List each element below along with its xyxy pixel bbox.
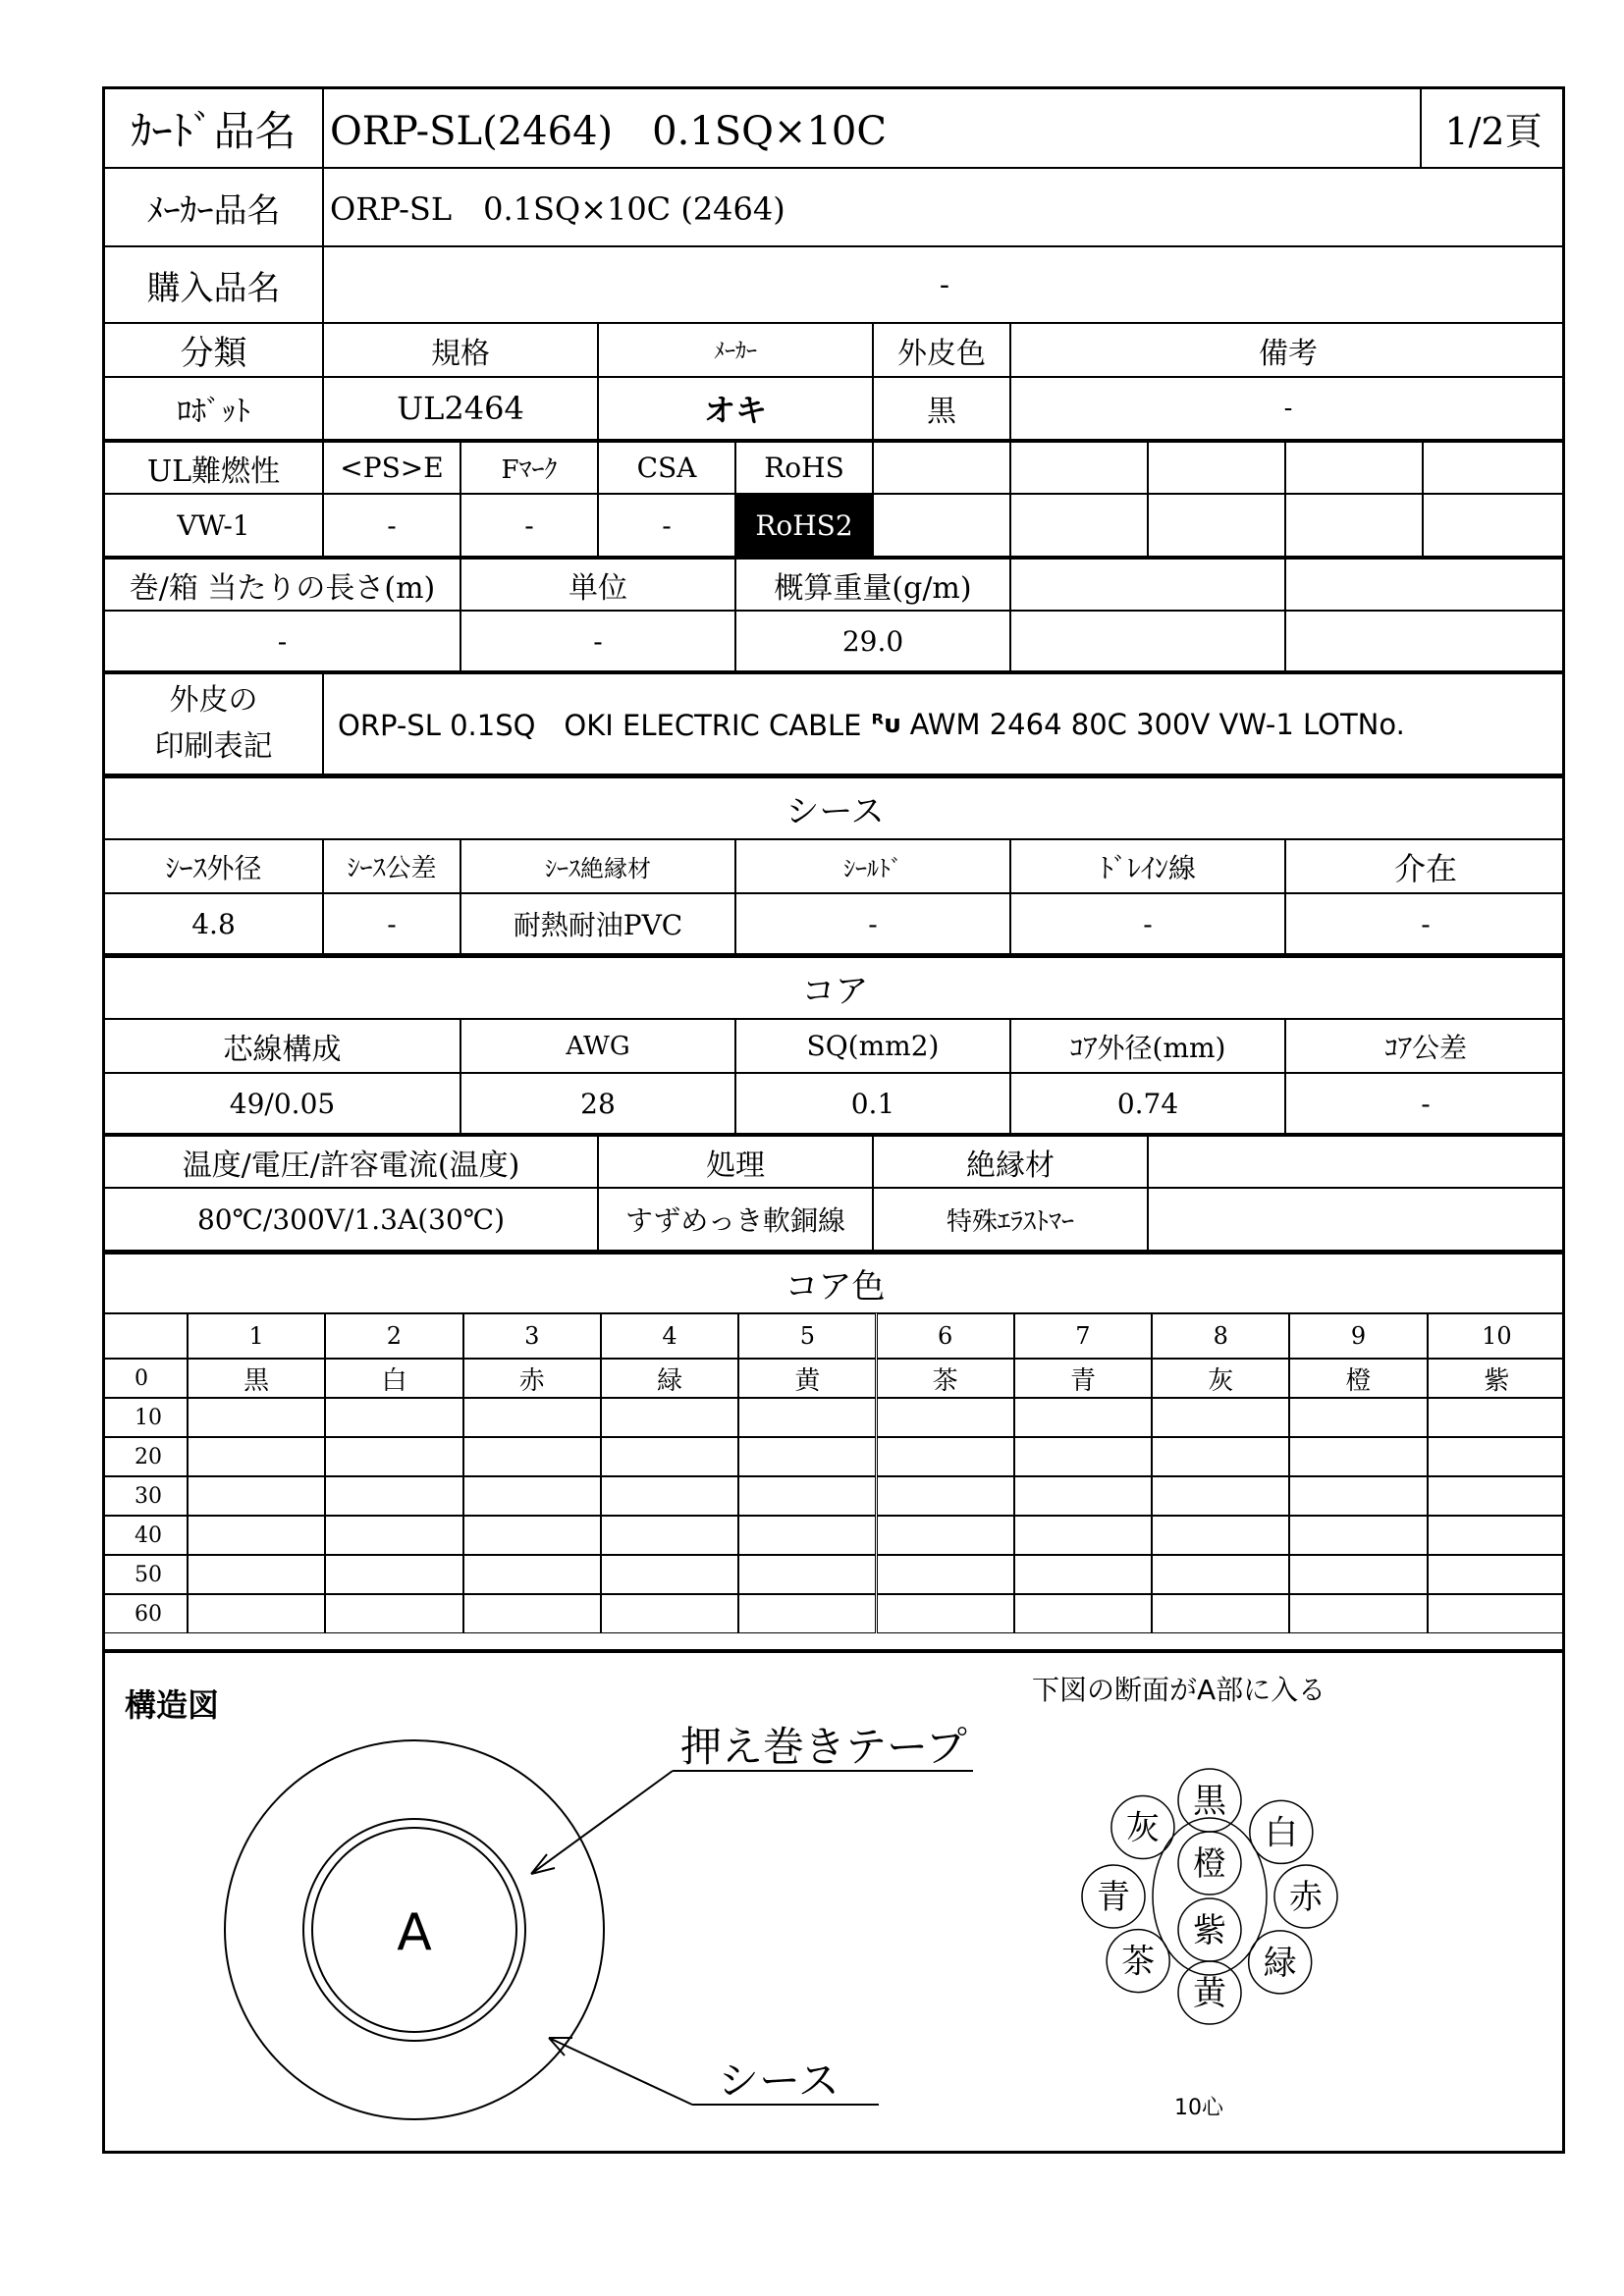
flame-value-empty <box>1285 494 1423 557</box>
flame-header-rohs: RoHS <box>735 440 873 494</box>
empty-color-cell <box>463 1476 601 1516</box>
maker-name-value: ORP-SL 0.1SQ×10C (2464) <box>323 168 1565 246</box>
flame-header-ul: UL難燃性 <box>105 440 323 494</box>
empty-color-cell <box>1428 1516 1565 1555</box>
sheath-value-tolerance: - <box>323 893 460 954</box>
maker-name-label: ﾒｰｶｰ品名 <box>105 168 323 246</box>
flame-value-csa: - <box>598 494 735 557</box>
core-value-sq: 0.1 <box>735 1073 1010 1134</box>
empty-color-cell <box>1428 1398 1565 1437</box>
color-column-header: 1 <box>188 1313 325 1359</box>
length-value-empty <box>1010 611 1285 671</box>
empty-color-cell <box>188 1594 325 1633</box>
empty-color-cell <box>1289 1476 1427 1516</box>
flame-value-ul: VW-1 <box>105 494 323 557</box>
color-row-label: 0 <box>105 1359 188 1398</box>
core-color-label: 赤 <box>1289 1878 1323 1917</box>
empty-color-cell <box>877 1398 1014 1437</box>
tape-label: 押え巻きテープ <box>680 1723 967 1771</box>
core-color-cell: 灰 <box>1152 1359 1289 1398</box>
structure-title: 構造図 <box>125 1686 220 1724</box>
empty-color-cell <box>188 1476 325 1516</box>
weight-value: 29.0 <box>735 611 1010 671</box>
core-value-awg: 28 <box>460 1073 735 1134</box>
color-row-label: 10 <box>105 1398 188 1437</box>
flame-value-pse: - <box>323 494 460 557</box>
empty-color-cell <box>1428 1594 1565 1633</box>
tape-leader-line <box>531 1771 673 1874</box>
empty-color-cell <box>188 1398 325 1437</box>
color-row-label: 50 <box>105 1555 188 1594</box>
core-color-cell: 赤 <box>463 1359 601 1398</box>
sheath-section-title: シース <box>105 774 1565 839</box>
empty-color-cell <box>601 1555 738 1594</box>
class-value-remarks: - <box>1010 377 1565 440</box>
color-row-label: 20 <box>105 1437 188 1476</box>
class-value-category: ﾛﾎﾞｯﾄ <box>105 377 323 440</box>
print-text-after: AWM 2464 80C 300V VW-1 LOTNo. <box>909 707 1405 741</box>
core-value-od: 0.74 <box>1010 1073 1285 1134</box>
empty-color-cell <box>1289 1398 1427 1437</box>
color-row-label: 30 <box>105 1476 188 1516</box>
page-number: 1/2頁 <box>1421 89 1565 168</box>
sheath-header-od: ｼｰｽ外径 <box>105 839 323 893</box>
core-color-section-title: コア色 <box>105 1251 1565 1313</box>
color-column-header: 7 <box>1014 1313 1152 1359</box>
empty-color-cell <box>1152 1398 1289 1437</box>
empty-color-cell <box>877 1437 1014 1476</box>
empty-color-cell <box>601 1476 738 1516</box>
empty-color-cell <box>1014 1516 1152 1555</box>
class-header-category: 分類 <box>105 323 323 377</box>
core-color-label: 茶 <box>1121 1942 1156 1982</box>
temp-value: 80℃/300V/1.3A(30℃) <box>105 1188 598 1251</box>
length-header-empty <box>1010 557 1285 611</box>
flame-header-csa: CSA <box>598 440 735 494</box>
core-color-label: 青 <box>1097 1878 1130 1917</box>
empty-color-cell <box>601 1437 738 1476</box>
empty-color-cell <box>738 1398 876 1437</box>
core-color-cell: 橙 <box>1289 1359 1427 1398</box>
card-name-value: ORP-SL(2464) 0.1SQ×10C <box>323 89 1421 168</box>
temp-value-empty <box>1148 1188 1565 1251</box>
treatment-header: 処理 <box>598 1134 873 1188</box>
sheath-value-shield: - <box>735 893 1010 954</box>
core-color-label: 白 <box>1264 1813 1298 1853</box>
empty-color-cell <box>738 1437 876 1476</box>
class-header-remarks: 備考 <box>1010 323 1565 377</box>
structure-note: 下図の断面がA部に入る <box>1032 1674 1326 1706</box>
empty-color-cell <box>1289 1437 1427 1476</box>
empty-color-cell <box>1014 1398 1152 1437</box>
core-header-awg: AWG <box>460 1019 735 1073</box>
empty-color-cell <box>188 1555 325 1594</box>
empty-color-cell <box>877 1476 1014 1516</box>
temp-header-empty <box>1148 1134 1565 1188</box>
empty-color-cell <box>738 1516 876 1555</box>
empty-color-cell <box>1014 1594 1152 1633</box>
unit-header: 単位 <box>460 557 735 611</box>
flame-value-rohs: RoHS2 <box>735 494 873 557</box>
core-color-cell: 緑 <box>601 1359 738 1398</box>
empty-color-cell <box>738 1555 876 1594</box>
class-value-color: 黒 <box>873 377 1010 440</box>
unit-value: - <box>460 611 735 671</box>
core-header-od: ｺｱ外径(mm) <box>1010 1019 1285 1073</box>
empty-color-cell <box>1152 1437 1289 1476</box>
class-value-maker: オキ <box>598 377 873 440</box>
empty-color-cell <box>1428 1476 1565 1516</box>
empty-color-cell <box>1428 1437 1565 1476</box>
empty-color-cell <box>463 1594 601 1633</box>
insulator-value: 特殊ｴﾗｽﾄﾏｰ <box>873 1188 1148 1251</box>
empty-color-cell <box>325 1594 462 1633</box>
empty-color-cell <box>601 1398 738 1437</box>
print-text-before: ORP-SL 0.1SQ OKI ELECTRIC CABLE <box>338 709 862 742</box>
sheath-value-od: 4.8 <box>105 893 323 954</box>
center-label: A <box>397 1903 432 1962</box>
empty-color-cell <box>738 1594 876 1633</box>
sheath-header-shield: ｼｰﾙﾄﾞ <box>735 839 1010 893</box>
empty-color-cell <box>1289 1594 1427 1633</box>
empty-color-cell <box>188 1437 325 1476</box>
color-row-label: 60 <box>105 1594 188 1633</box>
flame-header-empty <box>1423 440 1565 494</box>
empty-color-cell <box>877 1516 1014 1555</box>
spec-sheet <box>102 86 1565 2154</box>
empty-color-cell <box>1014 1476 1152 1516</box>
core-header-sq: SQ(mm2) <box>735 1019 1010 1073</box>
core-count-label: 10心 <box>1174 2096 1223 2120</box>
print-label <box>105 671 323 774</box>
empty-color-cell <box>1014 1555 1152 1594</box>
empty-color-cell <box>325 1516 462 1555</box>
empty-color-cell <box>877 1594 1014 1633</box>
empty-color-cell <box>1152 1476 1289 1516</box>
flame-header-empty <box>1148 440 1285 494</box>
core-header-strand: 芯線構成 <box>105 1019 460 1073</box>
core-layout <box>1082 1769 1337 2024</box>
empty-color-cell <box>325 1476 462 1516</box>
empty-color-cell <box>325 1398 462 1437</box>
class-header-maker: ﾒｰｶｰ <box>598 323 873 377</box>
purchase-name-label: 購入品名 <box>105 246 323 323</box>
empty-color-cell <box>877 1555 1014 1594</box>
flame-value-empty <box>1010 494 1148 557</box>
sheath-header-insulation: ｼｰｽ絶縁材 <box>460 839 735 893</box>
empty-color-cell <box>738 1476 876 1516</box>
empty-color-cell <box>1289 1516 1427 1555</box>
core-section-title: コア <box>105 954 1565 1019</box>
flame-value-empty <box>1423 494 1565 557</box>
tape-arrow-icon <box>531 1854 555 1874</box>
sheath-header-tolerance: ｼｰｽ公差 <box>323 839 460 893</box>
core-color-label: 黒 <box>1193 1782 1226 1821</box>
core-color-cell: 紫 <box>1428 1359 1565 1398</box>
empty-color-cell <box>463 1398 601 1437</box>
flame-header-empty <box>1010 440 1148 494</box>
empty-color-cell <box>601 1516 738 1555</box>
color-grid-corner <box>105 1313 188 1359</box>
empty-color-cell <box>601 1594 738 1633</box>
print-label-line2: 印刷表記 <box>154 728 273 764</box>
sheath-header-filler: 介在 <box>1285 839 1565 893</box>
structure-section <box>105 1649 1565 2154</box>
core-color-cell: 黄 <box>738 1359 876 1398</box>
sheath-header-drain: ﾄﾞﾚｲﾝ線 <box>1010 839 1285 893</box>
empty-color-cell <box>463 1516 601 1555</box>
flame-header-fmark: Fﾏｰｸ <box>460 440 598 494</box>
core-color-cell: 黒 <box>188 1359 325 1398</box>
length-header: 巻/箱 当たりの長さ(m) <box>105 557 460 611</box>
core-color-label: 橙 <box>1193 1844 1226 1884</box>
core-color-cell: 青 <box>1014 1359 1152 1398</box>
sheath-value-insulation: 耐熱耐油PVC <box>460 893 735 954</box>
inner-core-binding <box>1153 1818 1267 1975</box>
core-value-tolerance: - <box>1285 1073 1565 1134</box>
weight-header: 概算重量(g/m) <box>735 557 1010 611</box>
color-column-header: 9 <box>1289 1313 1427 1359</box>
empty-color-cell <box>1289 1555 1427 1594</box>
treatment-value: すずめっき軟銅線 <box>598 1188 873 1251</box>
empty-color-cell <box>1014 1437 1152 1476</box>
core-color-cell: 茶 <box>877 1359 1014 1398</box>
flame-value-empty <box>873 494 1010 557</box>
core-color-label: 灰 <box>1125 1808 1160 1848</box>
insulator-header: 絶縁材 <box>873 1134 1148 1188</box>
color-column-header: 8 <box>1152 1313 1289 1359</box>
structure-diagram <box>105 1653 1565 2154</box>
sheath-value-filler: - <box>1285 893 1565 954</box>
temp-header: 温度/電圧/許容電流(温度) <box>105 1134 598 1188</box>
flame-header-pse: <PS>E <box>323 440 460 494</box>
flame-header-empty <box>873 440 1010 494</box>
empty-color-cell <box>1152 1594 1289 1633</box>
color-column-header: 10 <box>1428 1313 1565 1359</box>
empty-color-cell <box>325 1555 462 1594</box>
ul-recognized-mark-icon: ᴿᴜ <box>871 709 900 739</box>
core-color-label: 黄 <box>1193 1974 1226 2013</box>
color-row-label: 40 <box>105 1516 188 1555</box>
print-text <box>323 671 1565 774</box>
sheath-leader-line <box>549 2038 692 2105</box>
flame-value-empty <box>1148 494 1285 557</box>
class-header-standard: 規格 <box>323 323 598 377</box>
empty-color-cell <box>325 1437 462 1476</box>
length-header-empty <box>1285 557 1565 611</box>
core-color-label: 紫 <box>1193 1911 1226 1950</box>
core-color-label: 緑 <box>1263 1943 1297 1983</box>
class-value-standard: UL2464 <box>323 377 598 440</box>
purchase-name-value: - <box>323 246 1565 323</box>
color-column-header: 2 <box>325 1313 462 1359</box>
color-column-header: 5 <box>738 1313 876 1359</box>
empty-color-cell <box>1428 1555 1565 1594</box>
card-name-label: ｶｰﾄﾞ品名 <box>105 89 323 168</box>
class-header-color: 外皮色 <box>873 323 1010 377</box>
core-value-strand: 49/0.05 <box>105 1073 460 1134</box>
sheath-label: シース <box>718 2056 839 2105</box>
print-label-line1: 外皮の <box>169 683 258 718</box>
flame-value-fmark: - <box>460 494 598 557</box>
empty-color-cell <box>1152 1516 1289 1555</box>
empty-color-cell <box>1152 1555 1289 1594</box>
empty-color-cell <box>463 1555 601 1594</box>
sheath-value-drain: - <box>1010 893 1285 954</box>
color-column-header: 6 <box>877 1313 1014 1359</box>
color-column-header: 4 <box>601 1313 738 1359</box>
core-color-cell: 白 <box>325 1359 462 1398</box>
empty-color-cell <box>463 1437 601 1476</box>
flame-header-empty <box>1285 440 1423 494</box>
empty-color-cell <box>188 1516 325 1555</box>
color-column-header: 3 <box>463 1313 601 1359</box>
core-header-tolerance: ｺｱ公差 <box>1285 1019 1565 1073</box>
length-value-empty <box>1285 611 1565 671</box>
length-value: - <box>105 611 460 671</box>
